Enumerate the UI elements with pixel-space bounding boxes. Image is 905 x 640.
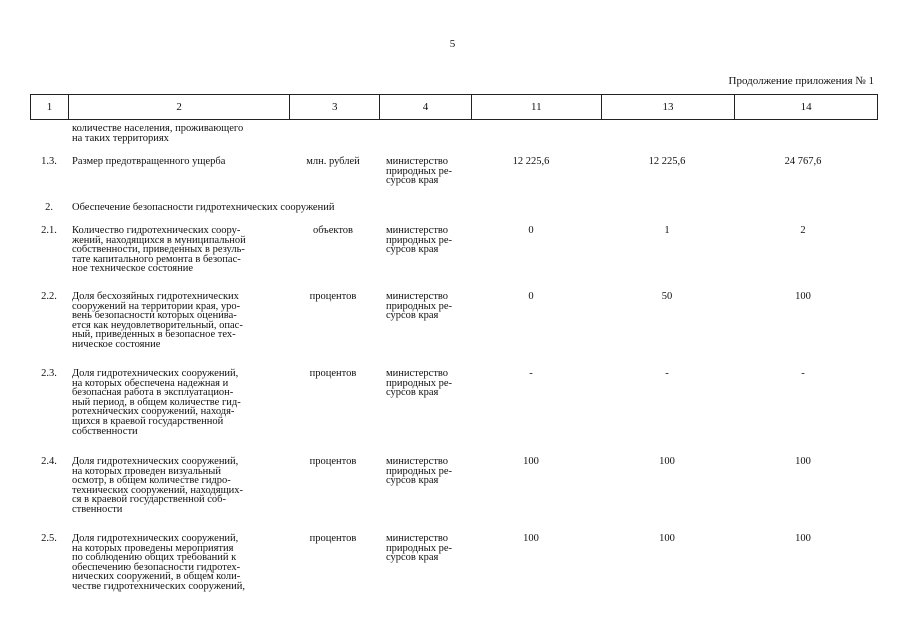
indicator-name: Доля гидротехнических сооружений, на которых обеспечена надежная и безопасная работа в эксплуатацион- ный период, в общем количестве гид- ротехнических сооружений, находя- щихся в краевой государственной собственности xyxy=(72,368,241,437)
row-number: 2.5. xyxy=(41,533,57,544)
unit: процентов xyxy=(309,291,357,302)
header-col-1: 1 xyxy=(31,95,69,119)
unit: процентов xyxy=(309,456,357,467)
unit: процентов xyxy=(309,368,357,379)
header-col-3: 3 xyxy=(290,95,380,119)
row-number: 2.4. xyxy=(41,456,57,467)
indicator-name: количестве населения, проживающего на таких территориях xyxy=(72,123,244,144)
value-col-13: 12 225,6 xyxy=(648,156,686,167)
section-row xyxy=(30,203,878,213)
row-number xyxy=(30,124,68,143)
indicator-name: Доля бесхозяйных гидротехнических сооружений на территории края, уро- вень безопасности которых оценива- ется как неудовлетворительный, опас- ный, приведенных в безопасное тех- ническое состояние xyxy=(72,291,243,350)
table-row xyxy=(30,124,878,143)
table-header xyxy=(30,94,878,120)
row-number: 1.3. xyxy=(41,156,57,167)
row-number: 2.3. xyxy=(41,368,57,379)
unit: процентов xyxy=(309,533,357,544)
unit: объектов xyxy=(312,225,354,236)
table-row xyxy=(30,157,878,186)
value-col-14: 2 xyxy=(800,225,806,236)
value-col-13: - xyxy=(665,368,669,379)
unit: млн. рублей xyxy=(306,156,360,167)
value-col-11: 100 xyxy=(523,456,539,467)
table-row xyxy=(30,369,878,436)
indicator-name: Доля гидротехнических сооружений, на которых проведены мероприятия по соблюдению общих требований к обеспечению безопасности гидротех- нических сооружений, в общем коли- честве гидротехнических сооружений, xyxy=(72,533,245,592)
value-col-13: 1 xyxy=(664,225,670,236)
value-col-13: 100 xyxy=(659,533,675,544)
responsible-org: министерство природных ре- сурсов края xyxy=(386,291,452,322)
responsible-org: министерство природных ре- сурсов края xyxy=(386,368,452,399)
header-col-4: 4 xyxy=(380,95,472,119)
header-col-13: 13 xyxy=(602,95,736,119)
table-row xyxy=(30,457,878,515)
value-col-13: 100 xyxy=(659,456,675,467)
row-number: 2.1. xyxy=(41,225,57,236)
section-title: Обеспечение безопасности гидротехнических сооружений xyxy=(72,202,335,213)
indicator-name: Количество гидротехнических соору- жений, находящихся в муниципальной собственности, приведенных в резуль- тате капитального ремонта в безопас- ное техническое состояние xyxy=(72,225,246,275)
table-row xyxy=(30,292,878,350)
header-col-2: 2 xyxy=(69,95,290,119)
continuation-label: Продолжение приложения № 1 xyxy=(728,75,874,87)
section-number: 2. xyxy=(45,202,53,213)
value-col-14: 100 xyxy=(795,456,811,467)
table-row xyxy=(30,226,878,274)
value-col-11: 100 xyxy=(523,533,539,544)
value-col-11: - xyxy=(529,368,533,379)
value-col-11: 0 xyxy=(528,291,534,302)
responsible-org: министерство природных ре- сурсов края xyxy=(386,533,452,564)
value-col-14: 24 767,6 xyxy=(784,156,822,167)
indicator-name: Доля гидротехнических сооружений, на которых проведен визуальный осмотр, в общем количестве гидро- технических сооружений, находящих- ся в краевой государственной соб- ственности xyxy=(72,456,244,515)
responsible-org: министерство природных ре- сурсов края xyxy=(386,456,452,487)
value-col-14: - xyxy=(801,368,805,379)
row-number: 2.2. xyxy=(41,291,57,302)
responsible-org: министерство природных ре- сурсов края xyxy=(386,156,452,187)
header-col-14: 14 xyxy=(800,101,812,113)
page-number: 5 xyxy=(449,38,456,50)
value-col-11: 0 xyxy=(528,225,534,236)
table-row xyxy=(30,534,878,592)
indicator-name: Размер предотвращенного ущерба xyxy=(72,156,226,167)
value-col-14: 100 xyxy=(795,533,811,544)
value-col-14: 100 xyxy=(795,291,811,302)
value-col-13: 50 xyxy=(661,291,673,302)
responsible-org: министерство природных ре- сурсов края xyxy=(386,225,452,256)
header-col-11: 11 xyxy=(472,95,602,119)
value-col-11: 12 225,6 xyxy=(512,156,550,167)
